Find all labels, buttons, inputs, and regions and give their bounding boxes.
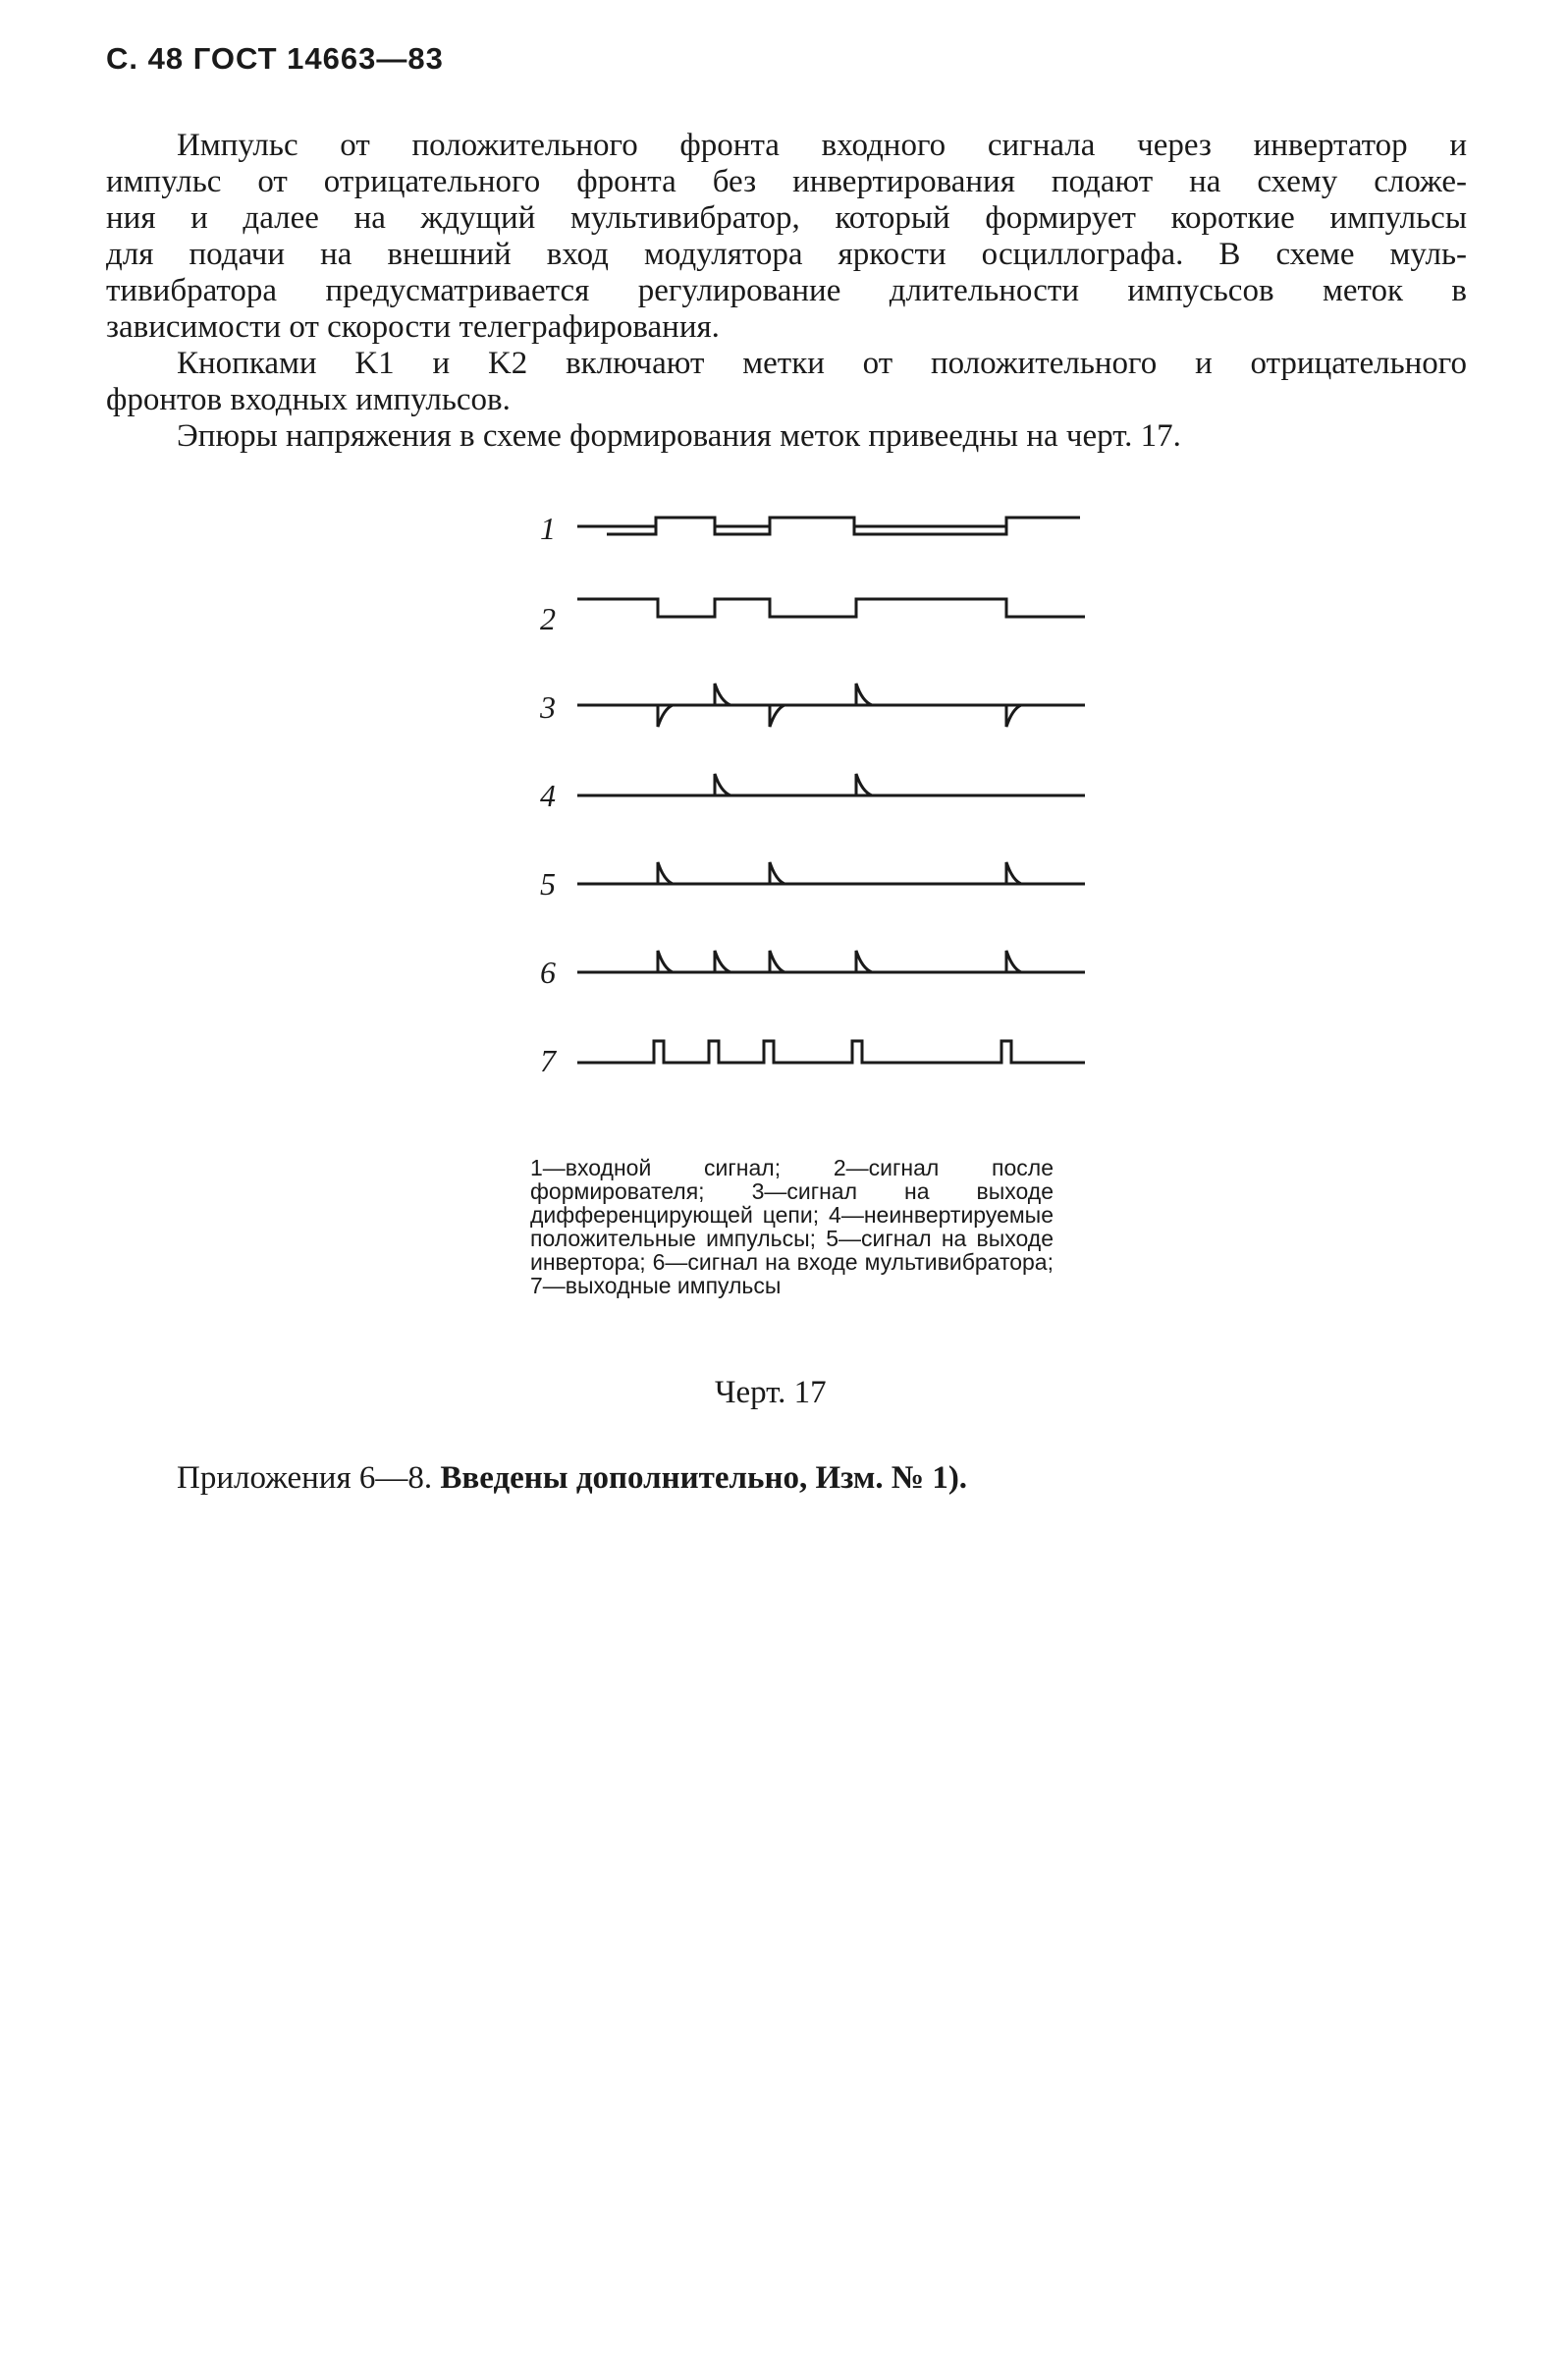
waveform-5 xyxy=(577,862,1085,884)
waveform-6 xyxy=(577,951,1085,972)
paragraph-line: импульс от отрицательного фронта без инвертирования подают на схему сложе- xyxy=(106,164,1467,199)
waveform-label-6: 6 xyxy=(540,955,556,990)
waveform-1 xyxy=(577,518,1080,534)
page-header: С. 48 ГОСТ 14663—83 xyxy=(106,41,444,76)
paragraph-line: Кнопками K1 и K2 включают метки от положительного и отрицательного xyxy=(177,346,1467,381)
paragraph-line: фронтов входных импульсов. xyxy=(106,382,511,417)
paragraph-line: для подачи на внешний вход модулятора яркости осциллографа. В схеме муль- xyxy=(106,237,1467,272)
paragraph-line: зависимости от скорости телеграфирования. xyxy=(106,309,720,345)
paragraph-line: тивибратора предусматривается регулирование длительности импусьсов меток в xyxy=(106,273,1467,308)
paragraph-3 xyxy=(106,418,1467,455)
paragraph-line: Импульс от положительного фронта входного сигнала через инвертатор и xyxy=(177,128,1467,163)
waveform-3 xyxy=(577,684,1085,727)
appendix-prefix: Приложения 6—8. xyxy=(177,1460,441,1496)
paragraph-line: ния и далее на ждущий мультивибратор, который формирует короткие импульсы xyxy=(106,200,1467,236)
figure-caption: 1—входной сигнал; 2—сигнал после формирователя; 3—сигнал на выходе дифференцирующей цепи; 4—неинвертируемые положительные импульсы; 5—сигнал на выходе инвертора; 6—сигнал на входе мультивибратора; 7—выходные импульсы xyxy=(530,1155,1054,1298)
waveform-label-3: 3 xyxy=(540,689,556,725)
waveform-label-1: 1 xyxy=(540,511,556,546)
waveform-7 xyxy=(577,1041,1085,1063)
waveform-label-5: 5 xyxy=(540,866,556,902)
waveform-diagram xyxy=(511,491,1100,1120)
waveform-label-4: 4 xyxy=(540,778,556,813)
waveform-4 xyxy=(577,774,1085,795)
figure-title: Черт. 17 xyxy=(715,1375,827,1410)
waveform-label-2: 2 xyxy=(540,601,556,636)
waveform-label-7: 7 xyxy=(540,1043,556,1078)
paragraph-2-end xyxy=(106,382,1467,418)
paragraph-1-end xyxy=(106,309,1467,346)
paragraph-line: Эпюры напряжения в схеме формирования меток привеедны на черт. 17. xyxy=(177,418,1181,454)
paragraph-2 xyxy=(106,346,1467,382)
paragraph-1 xyxy=(106,128,1467,309)
appendix-bold: Введены дополнительно, Изм. № 1). xyxy=(440,1460,968,1496)
waveform-svg xyxy=(511,491,1100,1120)
appendix-note xyxy=(177,1460,967,1497)
waveform-2 xyxy=(577,599,1085,617)
